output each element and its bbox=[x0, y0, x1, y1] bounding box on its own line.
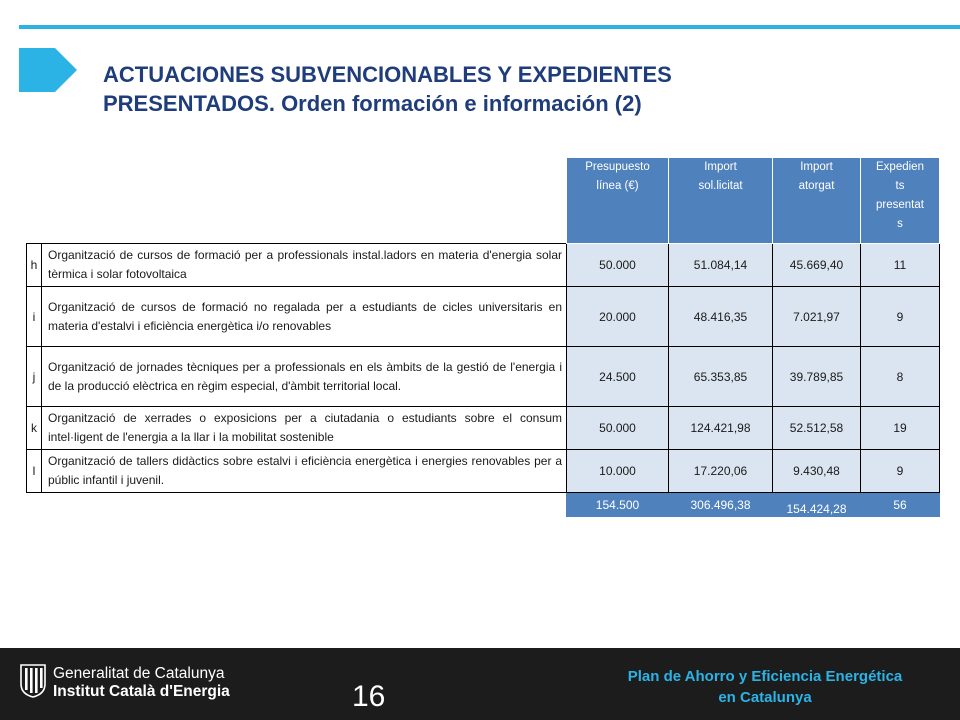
cell-presupuesto: 50.000 bbox=[567, 407, 669, 450]
cell-atorgat: 52.512,58 bbox=[773, 407, 861, 450]
header-presupuesto-line: Presupuesto bbox=[585, 161, 650, 173]
page-title-line1: ACTUACIONES SUBVENCIONABLES Y EXPEDIENTES bbox=[103, 62, 672, 87]
header-spacer bbox=[27, 158, 567, 244]
top-accent-rule bbox=[19, 25, 960, 29]
total-presupuesto: 154.500 bbox=[567, 493, 669, 517]
row-letter: j bbox=[27, 347, 42, 407]
header-expedients-line: presentat bbox=[876, 199, 924, 211]
cell-atorgat: 45.669,40 bbox=[773, 244, 861, 287]
plan-title bbox=[570, 666, 960, 708]
totals-row bbox=[27, 493, 940, 517]
page-title-line2: PRESENTADOS. Orden formación e información (2) bbox=[103, 91, 642, 116]
cell-expedients: 11 bbox=[861, 244, 940, 287]
header-expedients-line: s bbox=[897, 218, 903, 230]
cell-atorgat: 39.789,85 bbox=[773, 347, 861, 407]
table-row bbox=[27, 450, 940, 493]
row-letter: l bbox=[27, 450, 42, 493]
header-solicitat-line: sol.licitat bbox=[698, 180, 743, 192]
total-expedients: 56 bbox=[861, 493, 940, 517]
table-row bbox=[27, 287, 940, 347]
cell-presupuesto: 20.000 bbox=[567, 287, 669, 347]
page-title bbox=[103, 60, 923, 118]
header-expedients-line: Expedien bbox=[876, 161, 924, 173]
cell-solicitat: 65.353,85 bbox=[669, 347, 773, 407]
header-atorgat-line: Import bbox=[800, 161, 833, 173]
row-letter: k bbox=[27, 407, 42, 450]
cell-solicitat: 48.416,35 bbox=[669, 287, 773, 347]
row-description: Organització de xerrades o exposicions per a ciutadania o estudiants sobre el consum intel·ligent de l'energia a la llar i la mobilitat sostenible bbox=[42, 407, 567, 450]
row-description: Organització de cursos de formació no regalada per a estudiants de cicles universitaris en materia d'estalvi i eficiència energètica i/o renovables bbox=[42, 287, 567, 347]
org-name-generalitat: Generalitat de Catalunya bbox=[53, 665, 225, 682]
page-number: 16 bbox=[352, 680, 386, 713]
totals-spacer bbox=[27, 493, 567, 517]
row-description: Organització de cursos de formació per a professionals instal.ladors en materia d'energia solar tèrmica i solar fotovoltaica bbox=[42, 244, 567, 287]
cell-presupuesto: 24.500 bbox=[567, 347, 669, 407]
actuaciones-table bbox=[26, 157, 940, 517]
total-solicitat: 306.496,38 bbox=[669, 493, 773, 517]
cell-expedients: 9 bbox=[861, 450, 940, 493]
cell-atorgat: 7.021,97 bbox=[773, 287, 861, 347]
header-import-atorgat bbox=[773, 158, 861, 244]
header-presupuesto bbox=[567, 158, 669, 244]
total-atorgat: 154.424,28 bbox=[773, 493, 861, 517]
row-description: Organització de tallers didàctics sobre estalvi i eficiència energètica i energies renovables per a públic infantil i juvenil. bbox=[42, 450, 567, 493]
cell-solicitat: 51.084,14 bbox=[669, 244, 773, 287]
table-row bbox=[27, 244, 940, 287]
generalitat-logo-icon bbox=[20, 664, 46, 698]
org-name-icaen: Institut Català d'Energia bbox=[53, 683, 230, 700]
cell-presupuesto: 50.000 bbox=[567, 244, 669, 287]
plan-title-line2: en Catalunya bbox=[718, 689, 812, 706]
header-import-solicitat bbox=[669, 158, 773, 244]
title-chevron-icon bbox=[19, 48, 77, 92]
header-solicitat-line: Import bbox=[704, 161, 737, 173]
header-expedients bbox=[861, 158, 940, 244]
table-row bbox=[27, 407, 940, 450]
row-letter: i bbox=[27, 287, 42, 347]
cell-expedients: 8 bbox=[861, 347, 940, 407]
cell-expedients: 19 bbox=[861, 407, 940, 450]
cell-solicitat: 17.220,06 bbox=[669, 450, 773, 493]
header-atorgat-line: atorgat bbox=[798, 180, 835, 192]
cell-atorgat: 9.430,48 bbox=[773, 450, 861, 493]
row-letter: h bbox=[27, 244, 42, 287]
cell-expedients: 9 bbox=[861, 287, 940, 347]
table-row bbox=[27, 347, 940, 407]
header-presupuesto-line: línea (€) bbox=[596, 180, 639, 192]
cell-presupuesto: 10.000 bbox=[567, 450, 669, 493]
header-expedients-line: ts bbox=[895, 180, 905, 192]
row-description: Organització de jornades tècniques per a professionals en els àmbits de la gestió de l'energia i de la producció elèctrica en règim especial, d'àmbit territorial local. bbox=[42, 347, 567, 407]
table-header-row bbox=[27, 158, 940, 244]
plan-title-line1: Plan de Ahorro y Eficiencia Energética bbox=[627, 668, 903, 685]
cell-solicitat: 124.421,98 bbox=[669, 407, 773, 450]
